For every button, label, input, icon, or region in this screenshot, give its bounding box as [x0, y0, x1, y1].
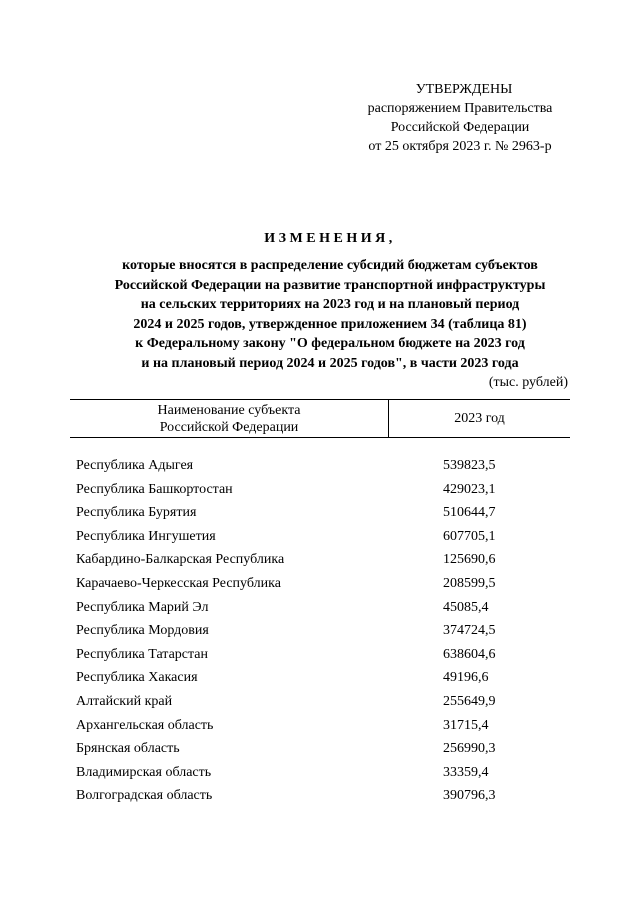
- row-value: 539823,5: [443, 458, 496, 473]
- row-subject-name: Волгоградская область: [76, 788, 213, 804]
- heading-line: Российской Федерации на развитие транспортной инфраструктуры: [114, 277, 546, 293]
- table-row: [70, 761, 570, 785]
- table-row: [70, 619, 570, 643]
- approval-block: [340, 80, 580, 156]
- row-subject-name: Республика Ингушетия: [76, 528, 216, 544]
- table-row: [70, 666, 570, 690]
- approval-date-number: от 25 октября 2023 г. № 2963-р: [368, 139, 552, 154]
- heading-line: и на плановый период 2024 и 2025 годов", в части 2023 года: [141, 355, 519, 371]
- header-subject-name-line: Наименование субъекта: [157, 403, 301, 418]
- row-subject-name: Республика Хакасия: [76, 670, 198, 686]
- row-value: 125690,6: [443, 552, 496, 568]
- table-row: [70, 501, 570, 525]
- row-subject-name: Карачаево-Черкесская Республика: [76, 575, 281, 591]
- row-value: 510644,7: [443, 505, 496, 521]
- table-row: [70, 596, 570, 620]
- row-value: 390796,3: [443, 788, 496, 804]
- table-row: [70, 478, 570, 502]
- table-row: [70, 737, 570, 761]
- approval-document-type: распоряжением Правительства: [367, 101, 553, 116]
- table-row: [70, 714, 570, 738]
- row-subject-name: Владимирская область: [76, 764, 212, 780]
- units-label: (тыс. рублей): [488, 375, 568, 390]
- row-subject-name: Республика Мордовия: [76, 623, 209, 639]
- approval-authority: Российской Федерации: [390, 120, 530, 135]
- row-value: 208599,5: [443, 575, 496, 591]
- row-subject-name: Республика Марий Эл: [76, 599, 209, 615]
- header-subject-name-line: Российской Федерации: [159, 420, 299, 435]
- row-value: 638604,6: [443, 646, 496, 662]
- header-year: 2023 год: [388, 400, 570, 437]
- row-subject-name: Кабардино-Балкарская Республика: [76, 552, 285, 568]
- table-row: [70, 525, 570, 549]
- row-subject-name: Республика Адыгея: [76, 458, 194, 473]
- row-value: 255649,9: [443, 693, 496, 709]
- row-value: 33359,4: [443, 764, 489, 780]
- heading-line: к Федеральному закону "О федеральном бюджете на 2023 год: [135, 336, 525, 352]
- row-subject-name: Брянская область: [76, 741, 180, 757]
- row-value: 256990,3: [443, 741, 496, 757]
- subsidy-table: [70, 399, 570, 808]
- approval-status: УТВЕРЖДЕНЫ: [415, 82, 513, 97]
- table-row: [70, 690, 570, 714]
- table-row: [70, 572, 570, 596]
- table-header: [70, 399, 570, 438]
- row-value: 607705,1: [443, 528, 496, 544]
- row-subject-name: Республика Татарстан: [76, 646, 209, 662]
- row-subject-name: Республика Башкортостан: [76, 481, 233, 497]
- row-subject-name: Республика Бурятия: [76, 505, 197, 521]
- heading-line: которые вносятся в распределение субсидий бюджетам субъектов: [122, 258, 538, 273]
- heading-line: на сельских территориях на 2023 год и на плановый период: [140, 297, 520, 313]
- row-value: 45085,4: [443, 599, 489, 615]
- table-row: [70, 548, 570, 572]
- table-row: [70, 643, 570, 667]
- row-subject-name: Алтайский край: [76, 693, 173, 709]
- row-value: 374724,5: [443, 623, 496, 639]
- table-row: [70, 454, 570, 478]
- row-value: 429023,1: [443, 481, 496, 497]
- row-value: 49196,6: [443, 670, 489, 686]
- document-title: ИЗМЕНЕНИЯ,: [264, 231, 396, 246]
- heading-line: 2024 и 2025 годов, утвержденное приложением 34 (таблица 81): [133, 316, 527, 332]
- table-row: [70, 784, 570, 808]
- table-body: [70, 454, 570, 808]
- header-subject-name: [70, 400, 388, 437]
- document-heading: [40, 229, 620, 374]
- row-value: 31715,4: [443, 717, 489, 733]
- row-subject-name: Архангельская область: [76, 717, 214, 733]
